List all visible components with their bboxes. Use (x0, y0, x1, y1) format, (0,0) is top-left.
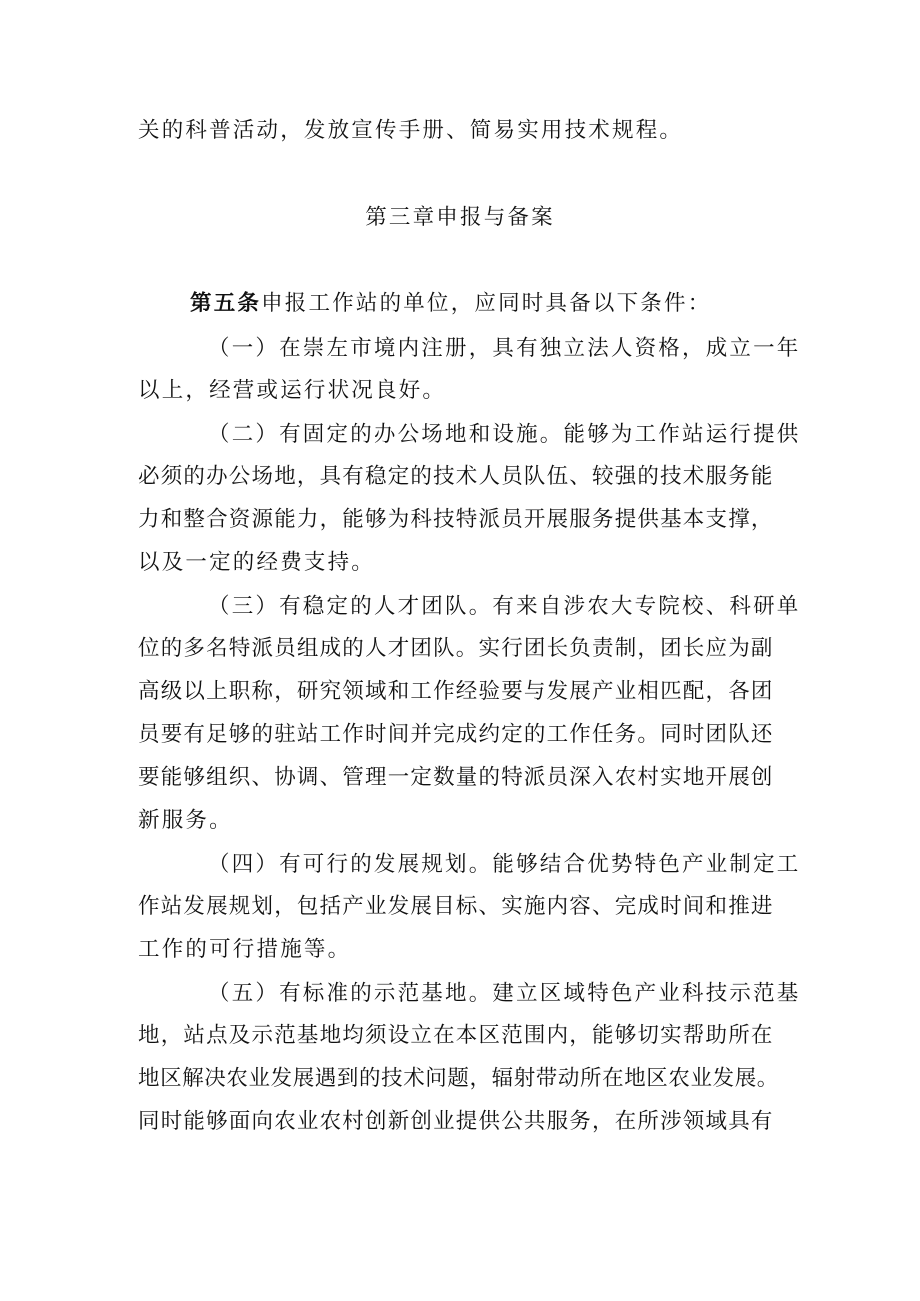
chapter-title: 第三章申报与备案 (365, 205, 555, 230)
article-5-label: 第五条 (190, 291, 262, 316)
paragraph-line: 作站发展规划，包括产业发展目标、实施内容、完成时间和推进 (138, 894, 774, 919)
paragraph-line: 员要有足够的驻站工作时间并完成约定的工作任务。同时团队还 (138, 722, 774, 747)
article-5-line (190, 289, 711, 319)
paragraph-line: 以及一定的经费支持。 (138, 550, 376, 575)
paragraph-line: 同时能够面向农业农村创新创业提供公共服务，在所涉领域具有 (138, 1109, 774, 1134)
paragraph-line: 必须的办公场地，具有稳定的技术人员队伍、较强的技术服务能 (138, 464, 774, 489)
paragraph-line: 地，站点及示范基地均须设立在本区范围内，能够切实帮助所在 (138, 1023, 774, 1048)
paragraph-line: 高级以上职称，研究领域和工作经验要与发展产业相匹配，各团 (138, 679, 774, 704)
paragraph-line: （五）有标准的示范基地。建立区域特色产业科技示范基 (208, 981, 801, 1006)
paragraph-line: （二）有固定的办公场地和设施。能够为工作站运行提供 (208, 422, 801, 447)
article-5-text: 申报工作站的单位，应同时具备以下条件： (261, 291, 712, 316)
paragraph-line: （四）有可行的发展规划。能够结合优势特色产业制定工 (208, 852, 801, 877)
paragraph-line: 要能够组织、协调、管理一定数量的特派员深入农村实地开展创 (138, 765, 774, 790)
paragraph-line: （一）在崇左市境内注册，具有独立法人资格，成立一年 (208, 336, 801, 361)
paragraph-line: 力和整合资源能力，能够为科技特派员开展服务提供基本支撑， (138, 507, 774, 532)
intro-line: 关的科普活动，发放宣传手册、简易实用技术规程。 (138, 118, 684, 143)
paragraph-line: 新服务。 (138, 808, 233, 833)
paragraph-line: 位的多名特派员组成的人才团队。实行团长负责制，团长应为副 (138, 636, 774, 661)
paragraph-line: 地区解决农业发展遇到的技术问题，辐射带动所在地区农业发展。 (138, 1066, 779, 1091)
paragraph-line: 工作的可行措施等。 (138, 937, 352, 962)
paragraph-line: （三）有稳定的人才团队。有来自涉农大专院校、科研单 (208, 594, 801, 619)
paragraph-line: 以上，经营或运行状况良好。 (138, 378, 447, 403)
